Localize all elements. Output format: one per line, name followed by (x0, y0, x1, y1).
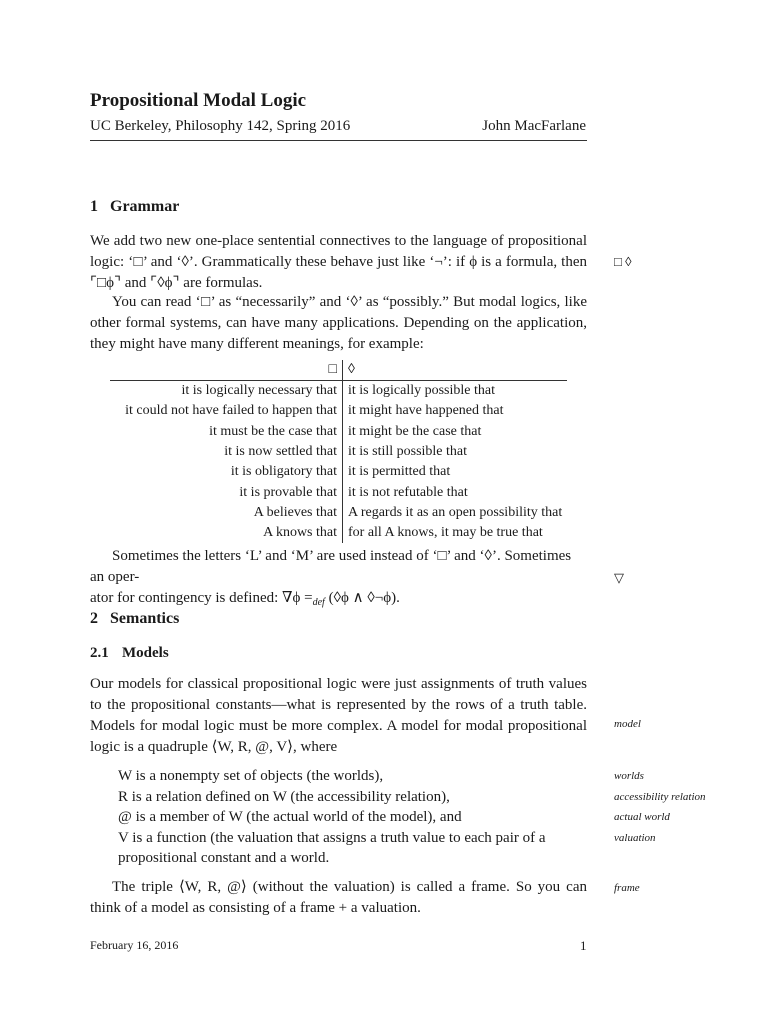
table-cell: it is logically possible that (348, 383, 495, 399)
nabla-icon: ▽ (614, 570, 624, 585)
table-row (110, 462, 567, 482)
footer-date: February 16, 2016 (90, 938, 179, 952)
table-row (110, 381, 567, 402)
margin-notes-terms (614, 766, 706, 848)
contingency-definition: ator for contingency is defined: ∇ϕ = (90, 590, 313, 606)
page-number: 1 (580, 938, 587, 953)
table-cell: it is not refutable that (348, 484, 468, 500)
table-cell: for all A knows, it may be true that (348, 525, 543, 541)
margin-note: accessibility relation (614, 790, 706, 803)
margin-note-model: model (614, 718, 641, 730)
table-cell: it is logically necessary that (110, 381, 343, 402)
author-name: John MacFarlane (482, 118, 586, 134)
table-row (110, 401, 567, 421)
model-components-list (118, 766, 588, 869)
table-cell: it might be the case that (348, 423, 482, 439)
list-item: @ is a member of W (the actual world of the model), and (118, 809, 462, 825)
table-cell: A believes that (110, 503, 343, 523)
grammar-paragraph-3 (90, 546, 587, 613)
grammar-paragraph-1: We add two new one-place sentential connectives to the language of propositional logic: ‘□’ and ‘◊’. Grammatically these behave just like ‘¬’: if ϕ is a formula, then ⌜□ϕ⌝ and ⌜◊ϕ⌝ are formulas. (90, 233, 587, 291)
subsection-title: Models (122, 645, 169, 661)
table-cell: it is permitted that (348, 464, 451, 480)
semantics-paragraph-2: The triple ⟨W, R, @⟩ (without the valuation) is called a frame. So you can think of a model as consisting of a frame + a valuation. (90, 879, 587, 916)
subsection-number: 2.1 (90, 645, 109, 661)
subsection-heading-models (90, 645, 169, 662)
table-cell: it is still possible that (348, 444, 468, 460)
list-item: W is a nonempty set of objects (the worlds), (118, 768, 384, 784)
semantics-paragraph-1: Our models for classical propositional logic were just assignments of truth values to the propositional constants—what is represented by the rows of a truth table. Models for modal logic must be more complex. A model for modal propositional logic is a quadruple ⟨W, R, @, V⟩, where (90, 676, 587, 755)
course-info: UC Berkeley, Philosophy 142, Spring 2016 (90, 118, 351, 134)
table-cell: it is provable that (110, 482, 343, 502)
section-title: Grammar (110, 198, 180, 215)
header-rule (90, 140, 587, 141)
contingency-formula: (◊ϕ ∧ ◊¬ϕ). (324, 590, 400, 606)
section-number: 2 (90, 610, 98, 627)
table-header-diamond: ◊ (343, 360, 568, 381)
margin-box-diamond-symbols: □ ◊ (614, 254, 632, 269)
margin-note: valuation (614, 831, 656, 844)
table-cell: it must be the case that (110, 422, 343, 442)
modal-readings-table (110, 360, 567, 543)
def-subscript: def (312, 597, 325, 608)
table-cell: A regards it as an open possibility that (348, 504, 563, 520)
table-row (110, 442, 567, 462)
table-cell: A knows that (110, 523, 343, 543)
margin-note: worlds (614, 770, 644, 782)
table-cell: it is now settled that (110, 442, 343, 462)
table-row (110, 482, 567, 502)
grammar-paragraph-2: You can read ‘□’ as “necessarily” and ‘◊’ as “possibly.” But modal logics, like other formal systems, can have many applications. Depending on the application, they might have many different meanings, for example: (90, 294, 587, 352)
table-row (110, 523, 567, 543)
table-header-row (110, 360, 567, 381)
table-row (110, 503, 567, 523)
section-number: 1 (90, 198, 98, 215)
page-title: Propositional Modal Logic (90, 90, 307, 111)
table-cell: it could not have failed to happen that (110, 401, 343, 421)
margin-note-frame: frame (614, 882, 640, 894)
section-title: Semantics (110, 610, 180, 627)
table-header-box: □ (110, 360, 343, 381)
table-row (110, 422, 567, 442)
table-cell: it might have happened that (348, 403, 504, 419)
margin-note: actual world (614, 811, 670, 823)
section-heading-grammar (90, 198, 179, 216)
list-item: V is a function (the valuation that assigns a truth value to each pair of a propositional constant and a world. (118, 829, 546, 866)
paragraph-line: Sometimes the letters ‘L’ and ‘M’ are used instead of ‘□’ and ‘◊’. Sometimes an oper- (90, 548, 572, 585)
table-cell: it is obligatory that (110, 462, 343, 482)
section-heading-semantics (90, 610, 179, 628)
list-item: R is a relation defined on W (the accessibility relation), (118, 788, 450, 805)
